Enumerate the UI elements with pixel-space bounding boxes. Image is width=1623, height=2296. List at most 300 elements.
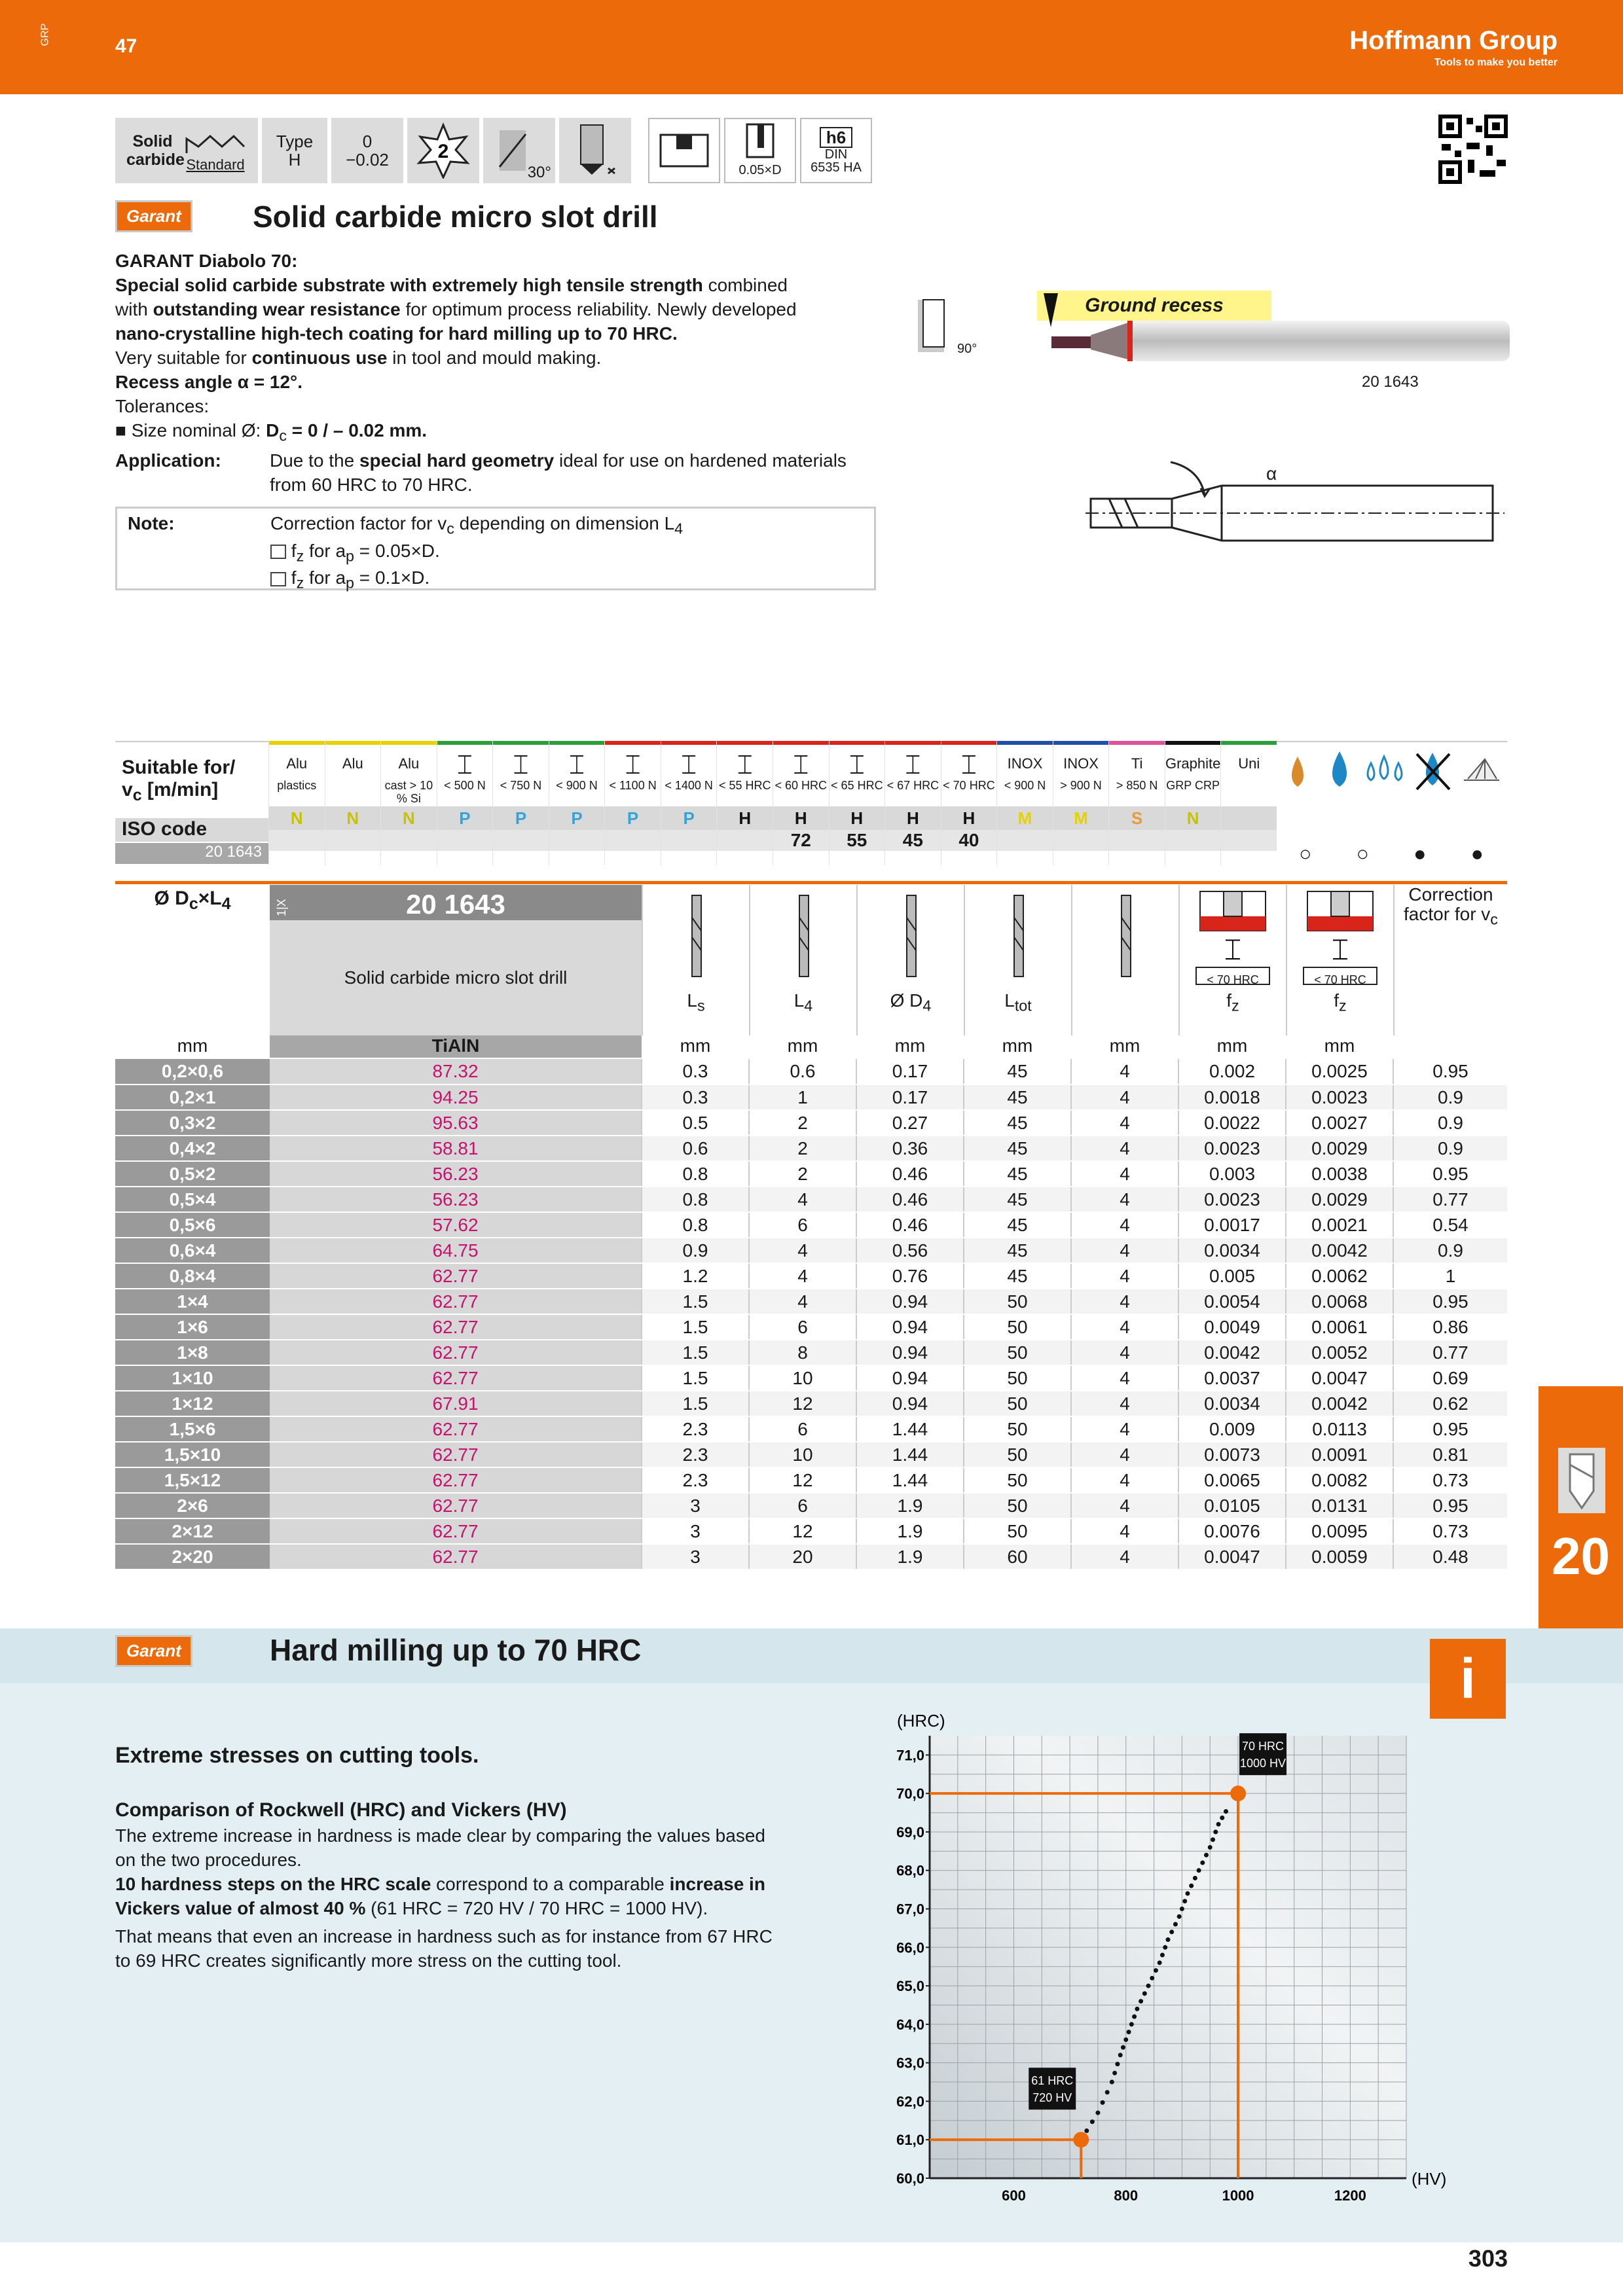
- correction-cell: 0.95: [1393, 1493, 1507, 1518]
- ltot-cell: 50: [964, 1340, 1071, 1365]
- price-cell[interactable]: 62.77: [270, 1544, 642, 1570]
- page-number: 303: [1468, 2245, 1508, 2272]
- ls-cell: 0.8: [642, 1187, 749, 1212]
- iso-code: H: [717, 806, 773, 830]
- correction-cell: 0.95: [1393, 1289, 1507, 1314]
- data-point: [1185, 1892, 1190, 1896]
- l4-cell: 6: [749, 1416, 856, 1442]
- iso-code: N: [381, 806, 437, 830]
- material-name: Ti: [1131, 755, 1143, 772]
- material-name: Alu: [342, 755, 363, 772]
- note-line: f: [291, 567, 297, 588]
- fz-cell: 0.0018: [1178, 1085, 1286, 1110]
- iso-code: P: [437, 806, 493, 830]
- fz-deep-cell: 0.0061: [1286, 1314, 1393, 1340]
- note-sub: p: [346, 574, 355, 592]
- material-name: Graphite: [1165, 755, 1221, 772]
- info-para: to 69 HRC creates significantly more stress on the cutting tool.: [115, 1950, 622, 1971]
- shank-icon: [800, 118, 872, 183]
- ltot-cell: 45: [964, 1161, 1071, 1187]
- desc-line: GARANT Diabolo 70:: [115, 251, 298, 271]
- table-row: [115, 1544, 1507, 1570]
- d4-cell: 0.56: [856, 1238, 964, 1263]
- ltot-cell: 45: [964, 1059, 1071, 1085]
- table-row: [115, 1365, 1507, 1391]
- depth-of-cut-icon: [724, 118, 796, 183]
- correction-cell: 0.73: [1393, 1467, 1507, 1493]
- desc-bold: D: [266, 420, 280, 440]
- note-sub: z: [296, 547, 304, 565]
- coating-label: TiAlN: [270, 1035, 642, 1058]
- ls-cell: 0.8: [642, 1212, 749, 1238]
- table-row: [115, 1187, 1507, 1212]
- table-row: [115, 1391, 1507, 1416]
- flutes-cell: 4: [1071, 1314, 1178, 1340]
- ls-cell: 2.3: [642, 1442, 749, 1467]
- svg-text:⌶: ⌶: [1224, 934, 1242, 966]
- data-point: [1211, 1837, 1215, 1842]
- iso-color-bar: [381, 741, 437, 745]
- fz-cell: 0.0054: [1178, 1289, 1286, 1314]
- iso-code: N: [269, 806, 325, 830]
- fz-deep-cell: 0.0042: [1286, 1238, 1393, 1263]
- material-subtitle: > 900 N: [1060, 779, 1102, 792]
- cutting-speed-value: 72: [773, 830, 829, 851]
- dim-sub: c: [189, 895, 198, 913]
- vc-sub: c: [132, 786, 142, 804]
- correction-cell: 0.9: [1393, 1085, 1507, 1110]
- correction-cell: 0.86: [1393, 1314, 1507, 1340]
- standard-label: Standard: [186, 156, 245, 173]
- qr-code-icon: [1438, 114, 1508, 185]
- ltot-cell: 45: [964, 1263, 1071, 1289]
- y-tick-label: 66,0: [896, 1939, 924, 1956]
- ls-cell: 1.2: [642, 1263, 749, 1289]
- d4-cell: 0.46: [856, 1161, 964, 1187]
- dimension-cell: 1×6: [115, 1314, 270, 1340]
- application-label: Application:: [115, 450, 221, 471]
- iso-code: M: [997, 806, 1053, 830]
- l4-cell: 2: [749, 1161, 856, 1187]
- column-label: $f_z$: [1334, 990, 1347, 1014]
- dimension-cell: 0,6×4: [115, 1238, 270, 1263]
- desc-bold: continuous use: [251, 348, 388, 368]
- cutting-speed-value: [1165, 830, 1221, 851]
- ground-recess-label: Ground recess: [1037, 291, 1271, 321]
- price-cell[interactable]: 62.77: [270, 1289, 642, 1314]
- coolant-mark: ●: [1413, 842, 1427, 865]
- x-tick-label: 1200: [1334, 2187, 1366, 2204]
- air-icon: [1459, 744, 1504, 796]
- iso-color-bar: [325, 741, 381, 745]
- helix-angle-icon: [483, 118, 555, 183]
- product-title: Solid carbide micro slot drill: [253, 200, 658, 234]
- data-point: [1115, 2062, 1120, 2066]
- desc-text: Due to the: [270, 450, 359, 471]
- fz-cell: 0.003: [1178, 1161, 1286, 1187]
- ls-cell: 3: [642, 1493, 749, 1518]
- material-name: Alu: [398, 755, 420, 772]
- correction-cell: 0.9: [1393, 1110, 1507, 1136]
- flutes-cell: 4: [1071, 1493, 1178, 1518]
- material-subtitle: < 55 HRC: [718, 779, 771, 792]
- material-icon: [115, 118, 258, 183]
- material-column: [604, 741, 661, 865]
- y-tick-label: 69,0: [896, 1823, 924, 1840]
- material-subtitle: [1221, 775, 1277, 806]
- column-header: [964, 885, 1071, 1035]
- price-cell[interactable]: 58.81: [270, 1136, 642, 1161]
- article-description: Solid carbide micro slot drill: [270, 920, 642, 1035]
- data-point: [1150, 1976, 1154, 1981]
- data-point: [1090, 2119, 1095, 2124]
- info-bold: increase in: [669, 1874, 765, 1894]
- data-point: [1101, 2100, 1105, 2105]
- iso-color-bar: [885, 741, 941, 745]
- note-sub: z: [296, 574, 304, 592]
- shank-standard: 6535 HA: [811, 160, 862, 175]
- ls-cell: 1.5: [642, 1365, 749, 1391]
- unit-label: mm: [787, 1035, 818, 1056]
- dimension-cell: 2×20: [115, 1544, 270, 1570]
- d4-cell: 1.44: [856, 1442, 964, 1467]
- column-header: [1393, 885, 1507, 1035]
- data-point: [1135, 2007, 1139, 2011]
- iso-color-bar: [269, 741, 325, 745]
- price-cell[interactable]: 62.77: [270, 1518, 642, 1544]
- flutes-cell: 4: [1071, 1263, 1178, 1289]
- l4-cell: 12: [749, 1467, 856, 1493]
- ls-cell: 2.3: [642, 1416, 749, 1442]
- ltot-cell: 45: [964, 1110, 1071, 1136]
- material-subtitle: cast > 10 % Si: [384, 779, 433, 805]
- iso-code: [1221, 806, 1277, 830]
- material-column: [661, 741, 717, 865]
- note-box: [115, 507, 876, 590]
- iso-color-bar: [1109, 741, 1165, 745]
- dimension-cell: 1,5×12: [115, 1467, 270, 1493]
- y-tick-label: 68,0: [896, 1862, 924, 1879]
- ltot-cell: 45: [964, 1187, 1071, 1212]
- y-tick-label: 71,0: [896, 1747, 924, 1764]
- price-cell[interactable]: 94.25: [270, 1085, 642, 1110]
- material-column: [716, 741, 773, 865]
- article-number-bar: 1|X 20 1643: [270, 885, 642, 920]
- data-point: [1177, 1914, 1182, 1919]
- fz-deep-cell: 0.0027: [1286, 1110, 1393, 1136]
- price-cell[interactable]: 56.23: [270, 1161, 642, 1187]
- price-cell[interactable]: 95.63: [270, 1110, 642, 1136]
- correction-cell: 0.77: [1393, 1340, 1507, 1365]
- iso-color-bar: [717, 741, 773, 745]
- correction-cell: 0.95: [1393, 1059, 1507, 1085]
- tool-icon-row: [115, 118, 872, 183]
- tolerance-bottom: −0.02: [346, 150, 389, 170]
- column-header: [1178, 885, 1286, 1035]
- info-para: (61 HRC = 720 HV / 70 HRC = 1000 HV).: [365, 1898, 708, 1918]
- d4-cell: 1.44: [856, 1467, 964, 1493]
- dimension-cell: 0,5×6: [115, 1212, 270, 1238]
- cutting-speed-value: [1221, 830, 1277, 851]
- price-cell[interactable]: 67.91: [270, 1391, 642, 1416]
- d4-cell: 0.46: [856, 1187, 964, 1212]
- y-tick-label: 65,0: [896, 1978, 924, 1995]
- cutting-speed-value: [325, 830, 381, 851]
- cutting-speed-value: [1053, 830, 1109, 851]
- l4-cell: 8: [749, 1340, 856, 1365]
- d4-cell: 0.17: [856, 1059, 964, 1085]
- material-name: ⌶: [569, 751, 585, 780]
- table-row: [115, 1059, 1507, 1085]
- l4-cell: 6: [749, 1212, 856, 1238]
- material-column: [996, 741, 1053, 865]
- chapter-tab[interactable]: [1539, 1386, 1623, 1635]
- data-point: [1213, 1829, 1218, 1834]
- ls-cell: 2.3: [642, 1467, 749, 1493]
- fz-deep-cell: 0.0095: [1286, 1518, 1393, 1544]
- flutes-cell: 4: [1071, 1059, 1178, 1085]
- chapter-number: 20: [1552, 1527, 1610, 1585]
- tool-dimension-icon: [998, 891, 1038, 983]
- x-tick-label: 1000: [1222, 2187, 1254, 2204]
- coolant-mark: ●: [1470, 842, 1484, 865]
- fz-deep-cell: 0.0029: [1286, 1136, 1393, 1161]
- fz-cell: 0.0023: [1178, 1187, 1286, 1212]
- cutting-speed-value: [381, 830, 437, 851]
- desc-text: ■ Size nominal Ø:: [115, 420, 266, 440]
- price-cell[interactable]: 64.75: [270, 1238, 642, 1263]
- table-row: [115, 1442, 1507, 1467]
- flutes-cell: 4: [1071, 1416, 1178, 1442]
- fz-deep-cell: 0.0047: [1286, 1365, 1393, 1391]
- ls-cell: 0.9: [642, 1238, 749, 1263]
- column-header: [1286, 885, 1393, 1035]
- data-point: [1110, 2080, 1114, 2085]
- desc-bold: special hard geometry: [359, 450, 555, 471]
- l4-cell: 10: [749, 1442, 856, 1467]
- cutting-speed-value: [997, 830, 1053, 851]
- cutting-speed-value: [549, 830, 605, 851]
- correction-cell: 0.95: [1393, 1161, 1507, 1187]
- y-tick-label: 61,0: [896, 2132, 924, 2149]
- fz-deep-cell: 0.0052: [1286, 1340, 1393, 1365]
- table-row: [115, 1493, 1507, 1518]
- column-label: $f_z$: [1226, 990, 1239, 1014]
- price-cell[interactable]: 62.77: [270, 1442, 642, 1467]
- data-point: [1163, 1945, 1167, 1950]
- desc-text: ideal for use on hardened materials: [554, 450, 847, 471]
- l4-cell: 10: [749, 1365, 856, 1391]
- ls-cell: 0.6: [642, 1136, 749, 1161]
- unit-label: mm: [680, 1035, 711, 1056]
- info-heading: Extreme stresses on cutting tools.: [115, 1743, 479, 1768]
- data-point: [1160, 1953, 1165, 1958]
- column-header: [1071, 885, 1178, 1035]
- fz-cell: 0.002: [1178, 1059, 1286, 1085]
- dimension-cell: 2×12: [115, 1518, 270, 1544]
- price-cell[interactable]: 87.32: [270, 1059, 642, 1085]
- material-column: [1220, 741, 1277, 865]
- info-para: on the two procedures.: [115, 1850, 302, 1870]
- l4-cell: 12: [749, 1518, 856, 1544]
- table-row: [115, 1085, 1507, 1110]
- y-tick-label: 63,0: [896, 2054, 924, 2072]
- d4-cell: 0.17: [856, 1085, 964, 1110]
- price-cell[interactable]: 62.77: [270, 1340, 642, 1365]
- fz-deep-cell: 0.0091: [1286, 1442, 1393, 1467]
- cutting-speed-value: 55: [830, 830, 885, 851]
- flutes-cell: 4: [1071, 1161, 1178, 1187]
- flutes-cell: 4: [1071, 1212, 1178, 1238]
- desc-bold: nano-crystalline high-tech coating for hard milling up to 70 HRC.: [115, 323, 678, 344]
- article-number: 20 1643: [406, 889, 505, 920]
- l4-cell: 4: [749, 1263, 856, 1289]
- suitable-for-label: [122, 757, 235, 806]
- flutes-cell: 4: [1071, 1238, 1178, 1263]
- y-tick-label: 67,0: [896, 1901, 924, 1918]
- ltot-cell: 50: [964, 1493, 1071, 1518]
- unit-label: [1393, 1035, 1507, 1058]
- tool-dimension-icon: [676, 891, 716, 983]
- data-point: [1084, 2128, 1089, 2133]
- table-row: [115, 1467, 1507, 1493]
- note-line: for a: [304, 567, 346, 588]
- material-column: [492, 741, 549, 865]
- slot-icon: [648, 118, 720, 183]
- info-header-bar: [0, 1628, 1623, 1683]
- iso-color-bar: [605, 741, 661, 745]
- d4-cell: 0.94: [856, 1340, 964, 1365]
- price-cell[interactable]: 62.77: [270, 1493, 642, 1518]
- note-line: Correction factor for v: [270, 513, 447, 533]
- correction-cell: 0.9: [1393, 1238, 1507, 1263]
- note-sub: p: [346, 547, 355, 565]
- tool-technical-drawing: [1085, 432, 1504, 543]
- data-point: [1197, 1868, 1201, 1873]
- material-column: [268, 741, 325, 865]
- material-column: [380, 741, 437, 865]
- alpha-label: α: [1266, 463, 1277, 484]
- desc-bold: = 0 / – 0.02 mm.: [287, 420, 428, 440]
- cutting-speed-value: [605, 830, 661, 851]
- l4-cell: 2: [749, 1110, 856, 1136]
- slot-small-icon: [270, 545, 286, 559]
- price-cell[interactable]: 62.77: [270, 1416, 642, 1442]
- material-article-label: 20 1643: [115, 843, 268, 864]
- info-para: correspond to a comparable: [431, 1874, 670, 1894]
- price-cell[interactable]: 56.23: [270, 1187, 642, 1212]
- info-para: The extreme increase in hardness is made clear by comparing the values based: [115, 1825, 765, 1846]
- column-label: Ø $D_4$: [890, 990, 932, 1014]
- correction-cell: 1: [1393, 1263, 1507, 1289]
- iso-color-bar: [1053, 741, 1109, 745]
- iso-code: S: [1109, 806, 1165, 830]
- brand-tagline: Tools to make you better: [1434, 57, 1558, 68]
- flutes-cell: 4: [1071, 1391, 1178, 1416]
- dimension-cell: 0,5×4: [115, 1187, 270, 1212]
- fz-cell: 0.0023: [1178, 1136, 1286, 1161]
- highlight-point: [1073, 2132, 1089, 2147]
- callout-70-text: 1000 HV: [1240, 1757, 1286, 1770]
- price-cell[interactable]: 62.77: [270, 1365, 642, 1391]
- note-line: depending on dimension L: [454, 513, 675, 533]
- l4-cell: 4: [749, 1289, 856, 1314]
- dimension-cell: 2×6: [115, 1493, 270, 1518]
- y-tick-label: 64,0: [896, 2016, 924, 2033]
- price-cell[interactable]: 62.77: [270, 1314, 642, 1340]
- fz-deep-cell: 0.0025: [1286, 1059, 1393, 1085]
- coolant-row: [1277, 843, 1506, 864]
- desc-bold: outstanding wear resistance: [153, 299, 401, 319]
- unit-label: mm: [894, 1035, 926, 1056]
- column-headers: [642, 885, 1507, 1035]
- y-tick-label: 60,0: [896, 2170, 924, 2187]
- table-row: [115, 1110, 1507, 1136]
- desc-text: for optimum process reliability. Newly developed: [400, 299, 797, 319]
- correction-cell: 0.73: [1393, 1518, 1507, 1544]
- d4-cell: 0.36: [856, 1136, 964, 1161]
- no-coolant-icon: [1410, 744, 1456, 796]
- brand-name: Hoffmann Group: [1349, 26, 1558, 55]
- d4-cell: 0.27: [856, 1110, 964, 1136]
- side-code: GRP: [39, 23, 51, 46]
- iso-code: N: [1165, 806, 1221, 830]
- ltot-cell: 50: [964, 1289, 1071, 1314]
- data-point: [1118, 2053, 1123, 2057]
- fz-cell: 0.0073: [1178, 1442, 1286, 1467]
- d4-cell: 0.46: [856, 1212, 964, 1238]
- price-cell[interactable]: 57.62: [270, 1212, 642, 1238]
- info-para: That means that even an increase in hardness such as for instance from 67 HRC: [115, 1926, 773, 1946]
- ltot-cell: 45: [964, 1238, 1071, 1263]
- column-label: $L_{tot}$: [1004, 990, 1032, 1014]
- correction-cell: 0.48: [1393, 1544, 1507, 1570]
- material-name: ⌶: [960, 751, 977, 780]
- material-columns: [268, 741, 1277, 865]
- data-point: [1158, 1960, 1162, 1965]
- material-name: ⌶: [905, 751, 921, 780]
- y-tick-label: 62,0: [896, 2093, 924, 2110]
- flutes-cell: 4: [1071, 1365, 1178, 1391]
- highlight-point: [1230, 1785, 1246, 1801]
- price-cell[interactable]: 62.77: [270, 1263, 642, 1289]
- ls-cell: 0.3: [642, 1085, 749, 1110]
- helix-angle-label: 30°: [527, 164, 551, 181]
- dimension-cell: 0,5×2: [115, 1161, 270, 1187]
- dim-label: ×L: [198, 888, 222, 909]
- d4-cell: 1.9: [856, 1493, 964, 1518]
- fz-deep-cell: 0.0062: [1286, 1263, 1393, 1289]
- flutes-cell: 4: [1071, 1467, 1178, 1493]
- ls-cell: 1.5: [642, 1340, 749, 1365]
- chart-plot-area: [930, 1736, 1406, 2178]
- ltot-cell: 45: [964, 1212, 1071, 1238]
- data-point: [1208, 1845, 1213, 1850]
- price-cell[interactable]: 62.77: [270, 1467, 642, 1493]
- table-row: [115, 1212, 1507, 1238]
- fz-cell: 0.0042: [1178, 1340, 1286, 1365]
- ltot-cell: 50: [964, 1391, 1071, 1416]
- cutting-speed-value: [437, 830, 493, 851]
- material-name: ⌶: [793, 751, 809, 780]
- column-label: Correction factor for $v_c$: [1404, 884, 1498, 928]
- dimension-cell: 0,4×2: [115, 1136, 270, 1161]
- tool-dimension-icon: [784, 891, 823, 983]
- correction-cell: 0.81: [1393, 1442, 1507, 1467]
- correction-cell: 0.69: [1393, 1365, 1507, 1391]
- table-row: [115, 1518, 1507, 1544]
- material-name: Uni: [1238, 755, 1260, 772]
